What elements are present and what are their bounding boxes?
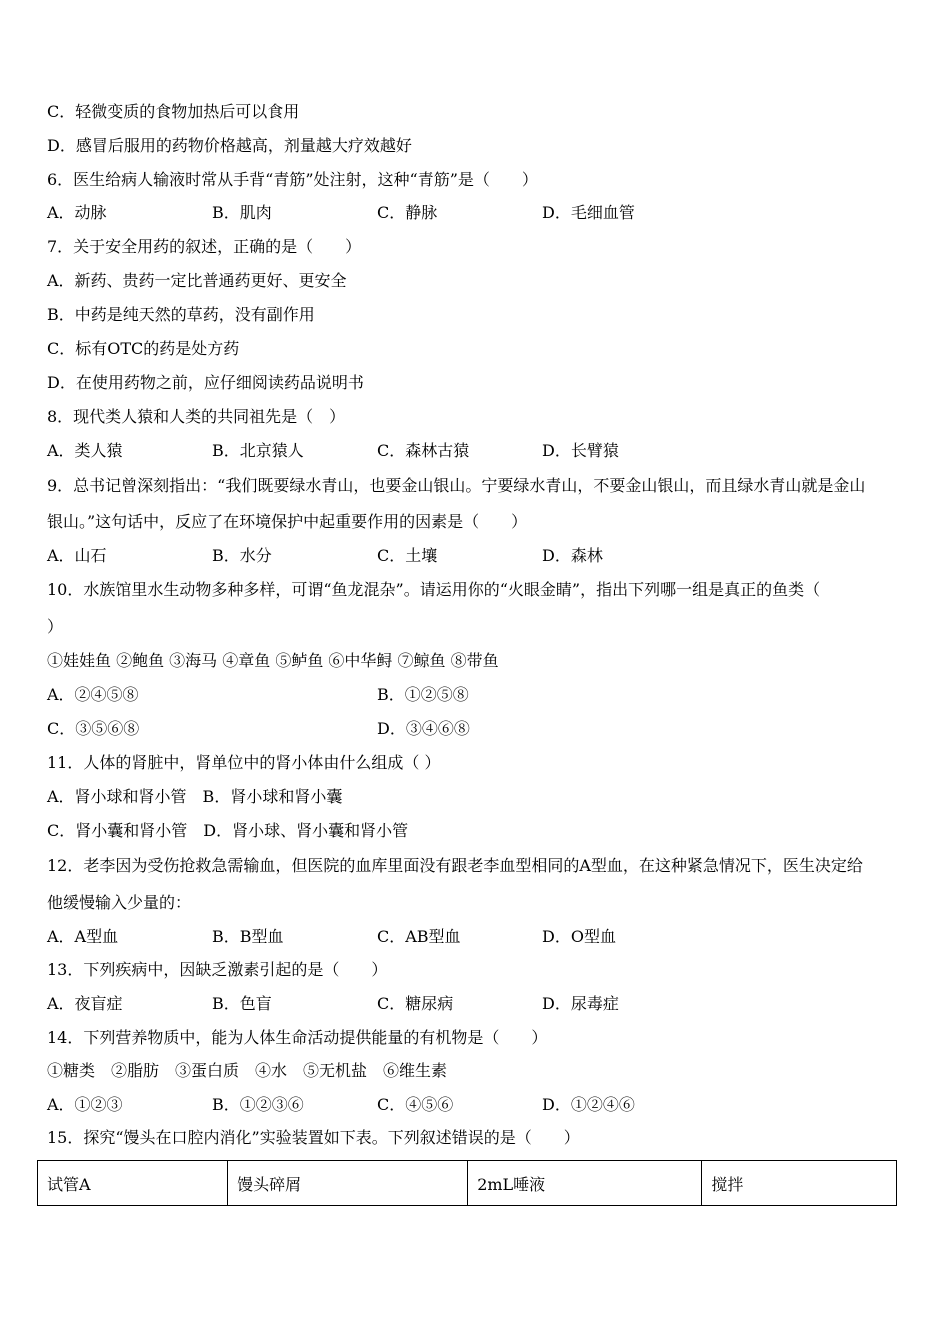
answer-option: A．②④⑤⑧ bbox=[47, 685, 139, 704]
answer-option: C．森林古猿 bbox=[377, 441, 470, 460]
answer-option: A．动脉 bbox=[47, 203, 107, 222]
answer-option: A．山石 bbox=[47, 546, 107, 565]
answer-option: B．①②③⑥ bbox=[212, 1095, 304, 1114]
question-line: 12．老李因为受伤抢救急需输血，但医院的血库里面没有跟老李血型相同的A型血，在这种紧急情况下，医生决定给 bbox=[47, 856, 863, 875]
answer-option: B．B型血 bbox=[212, 927, 284, 946]
answer-option: D．①②④⑥ bbox=[542, 1095, 635, 1114]
question-line: B．中药是纯天然的草药，没有副作用 bbox=[47, 305, 315, 324]
question-line: ①娃娃鱼 ②鲍鱼 ③海马 ④章鱼 ⑤鲈鱼 ⑥中华鲟 ⑦鲸鱼 ⑧带鱼 bbox=[47, 651, 499, 670]
answer-option: A．①②③ bbox=[47, 1095, 123, 1114]
answer-option: B．①②⑤⑧ bbox=[377, 685, 469, 704]
answer-option: B．肌肉 bbox=[212, 203, 272, 222]
answer-option: D．长臂猿 bbox=[542, 441, 619, 460]
answer-option: A．类人猿 bbox=[47, 441, 123, 460]
question-line: D．在使用药物之前，应仔细阅读药品说明书 bbox=[47, 373, 364, 392]
answer-option: B．水分 bbox=[212, 546, 272, 565]
table-cell: 2mL唾液 bbox=[468, 1161, 702, 1206]
question-line: 11．人体的肾脏中，肾单位中的肾小体由什么组成（ ） bbox=[47, 753, 441, 772]
answer-option: C．糖尿病 bbox=[377, 994, 454, 1013]
answer-option: D．毛细血管 bbox=[542, 203, 635, 222]
table-cell: 馒头碎屑 bbox=[228, 1161, 468, 1206]
question-line: A．新药、贵药一定比普通药更好、更安全 bbox=[47, 271, 347, 290]
answer-option: C．AB型血 bbox=[377, 927, 461, 946]
table-cell: 试管A bbox=[38, 1161, 228, 1206]
question-line: ①糖类 ②脂肪 ③蛋白质 ④水 ⑤无机盐 ⑥维生素 bbox=[47, 1061, 448, 1080]
answer-option: D．尿毒症 bbox=[542, 994, 619, 1013]
question-line: 6．医生给病人输液时常从手背“青筋”处注射，这种“青筋”是（ ） bbox=[47, 170, 538, 189]
question-line: 14．下列营养物质中，能为人体生命活动提供能量的有机物是（ ） bbox=[47, 1028, 548, 1047]
answer-option: C．静脉 bbox=[377, 203, 438, 222]
question-line: 9．总书记曾深刻指出：“我们既要绿水青山，也要金山银山。宁要绿水青山，不要金山银山，而且绿水青山就是金山 bbox=[47, 476, 866, 495]
question-line: 15．探究“馒头在口腔内消化”实验装置如下表。下列叙述错误的是（ ） bbox=[47, 1128, 580, 1147]
question-line: 10．水族馆里水生动物多种多样，可谓“鱼龙混杂”。请运用你的“火眼金睛”，指出下列哪一组是真正的鱼类（ bbox=[47, 580, 821, 599]
question-line: C．标有OTC的药是处方药 bbox=[47, 339, 240, 358]
answer-option: B．色盲 bbox=[212, 994, 272, 1013]
question-line: C．肾小囊和肾小管 D．肾小球、肾小囊和肾小管 bbox=[47, 821, 409, 840]
question-line: 13．下列疾病中，因缺乏激素引起的是（ ） bbox=[47, 960, 388, 979]
question-line: A．肾小球和肾小管 B．肾小球和肾小囊 bbox=[47, 787, 343, 806]
question-line: 银山。”这句话中，反应了在环境保护中起重要作用的因素是（ ） bbox=[47, 512, 528, 531]
question-line: 7．关于安全用药的叙述，正确的是（ ） bbox=[47, 237, 362, 256]
answer-option: A．A型血 bbox=[47, 927, 119, 946]
answer-option: D．③④⑥⑧ bbox=[377, 719, 470, 738]
experiment-table bbox=[37, 1160, 897, 1206]
table-cell: 搅拌 bbox=[702, 1161, 897, 1206]
question-line: C．轻微变质的食物加热后可以食用 bbox=[47, 102, 300, 121]
answer-option: A．夜盲症 bbox=[47, 994, 123, 1013]
answer-option: B．北京猿人 bbox=[212, 441, 304, 460]
answer-option: D．O型血 bbox=[542, 927, 616, 946]
answer-option: C．④⑤⑥ bbox=[377, 1095, 454, 1114]
question-line: 8．现代类人猿和人类的共同祖先是（ ） bbox=[47, 407, 346, 426]
question-line: 他缓慢输入少量的： bbox=[47, 893, 192, 912]
answer-option: D．森林 bbox=[542, 546, 603, 565]
answer-option: C．土壤 bbox=[377, 546, 438, 565]
question-line: ） bbox=[47, 617, 64, 636]
answer-option: C．③⑤⑥⑧ bbox=[47, 719, 140, 738]
table-row bbox=[38, 1161, 897, 1206]
question-line: D．感冒后服用的药物价格越高，剂量越大疗效越好 bbox=[47, 136, 412, 155]
